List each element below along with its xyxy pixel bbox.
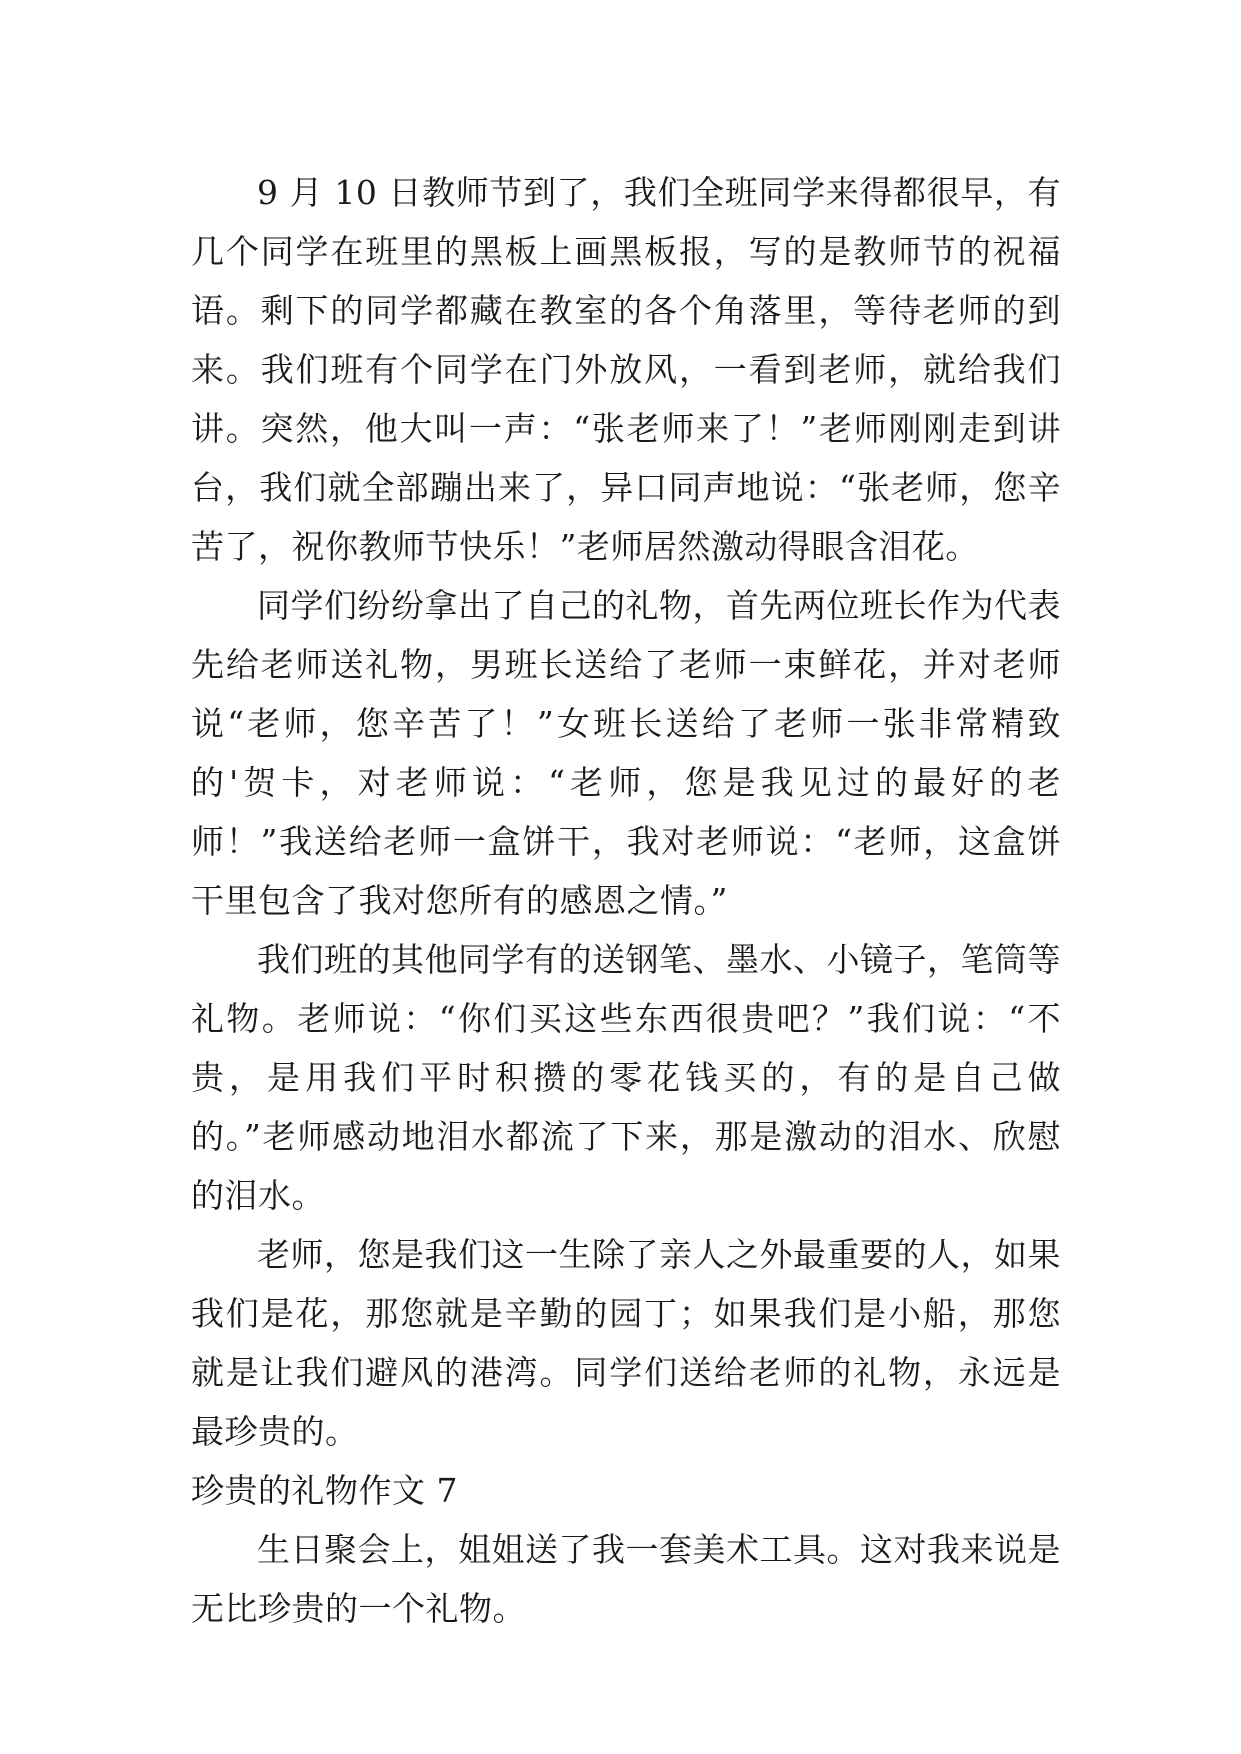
- paragraph-other-gifts: 我们班的其他同学有的送钢笔、墨水、小镜子，笔筒等礼物。老师说：“你们买这些东西很贵吧？”我们说：“不贵，是用我们平时积攒的零花钱买的，有的是自己做的。”老师感动地泪水都流了下来，那是激动的泪水、欣慰的泪水。: [191, 940, 1061, 1215]
- paragraph-birthday: 生日聚会上，姐姐送了我一套美术工具。这对我来说是无比珍贵的一个礼物。: [191, 1530, 1061, 1628]
- paragraph-teachers-day: 9 月 10 日教师节到了，我们全班同学来得都很早，有几个同学在班里的黑板上画黑板报，写的是教师节的祝福语。剩下的同学都藏在教室的各个角落里，等待老师的到来。我们班有个同学在门外放风，一看到老师，就给我们讲。突然，他大叫一声：“张老师来了！”老师刚刚走到讲台，我们就全部蹦出来了，异口同声地说：“张老师，您辛苦了，祝你教师节快乐！”老师居然激动得眼含泪花。: [191, 173, 1061, 566]
- document-body: [191, 163, 1061, 1638]
- paragraph-gifts: 同学们纷纷拿出了自己的礼物，首先两位班长作为代表先给老师送礼物，男班长送给了老师一束鲜花，并对老师说“老师，您辛苦了！”女班长送给了老师一张非常精致的'贺卡，对老师说：“老师，您是我见过的最好的老师！”我送给老师一盒饼干，我对老师说：“老师，这盒饼干里包含了我对您所有的感恩之情。”: [191, 586, 1061, 920]
- essay-heading: 珍贵的礼物作文 7: [191, 1471, 458, 1510]
- paragraph-tribute: 老师，您是我们这一生除了亲人之外最重要的人，如果我们是花，那您就是辛勤的园丁；如果我们是小船，那您就是让我们避风的港湾。同学们送给老师的礼物，永远是最珍贵的。: [191, 1235, 1061, 1451]
